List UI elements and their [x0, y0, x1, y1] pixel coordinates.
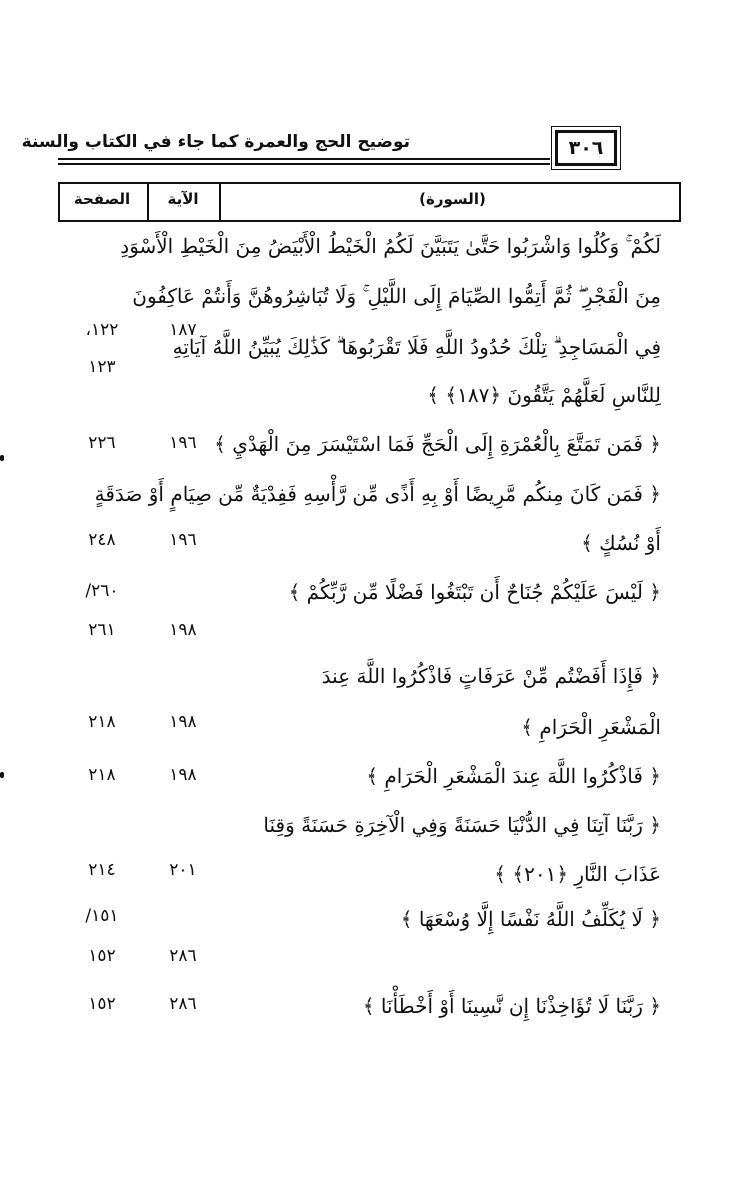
column-header-ayah: الآية: [167, 190, 199, 208]
ayah-number: ٢٠١: [169, 860, 197, 880]
page-reference: ١٥١/: [85, 906, 119, 926]
page-reference: ٢١٨: [88, 712, 116, 732]
verse-line: ﴿ فَاذْكُرُوا اللَّهَ عِندَ الْمَشْعَرِ الْحَرَامِ ﴾: [366, 764, 661, 788]
verse-line: مِنَ الْفَجْرِ ۖ ثُمَّ أَتِمُّوا الصِّيَامَ إِلَى اللَّيْلِ ۚ وَلَا تُبَاشِرُوهُنَّ وَأَنتُمْ عَاكِفُونَ: [132, 284, 661, 308]
verse-line: أَوْ نُسُكٍ ﴾: [581, 531, 661, 555]
column-header-surah: (السورة): [419, 190, 486, 208]
verse-line: لَكُمْ ۚ وَكُلُوا وَاشْرَبُوا حَتَّىٰ يَتَبَيَّنَ لَكُمُ الْخَيْطُ الْأَبْيَضُ مِنَ الْخَيْطِ الْأَسْوَدِ: [120, 234, 661, 258]
verse-line: ﴿ فَمَن تَمَتَّعَ بِالْعُمْرَةِ إِلَى الْحَجِّ فَمَا اسْتَيْسَرَ مِنَ الْهَدْيِ ﴾: [214, 432, 661, 456]
table-header-bottom-rule: [58, 220, 681, 222]
verse-line: ﴿ لَا يُكَلِّفُ اللَّهُ نَفْسًا إِلَّا وُسْعَهَا ﴾: [400, 907, 661, 931]
page-reference: ٢٤٨: [88, 530, 116, 550]
ayah-number: ١٩٦: [169, 433, 197, 453]
ayah-number: ٢٨٦: [169, 946, 197, 966]
ayah-number: ١٩٨: [169, 712, 197, 732]
page-number: ٣٠٦: [568, 137, 604, 159]
verse-line: الْمَشْعَرِ الْحَرَامِ ﴾: [521, 715, 661, 739]
scan-mark: [0, 455, 4, 461]
table-header-top-rule: [58, 182, 681, 184]
verse-line: ﴿ فَمَن كَانَ مِنكُم مَّرِيضًا أَوْ بِهِ أَذًى مِّن رَّأْسِهِ فَفِدْيَةٌ مِّن صِيَامٍ أَوْ صَدَقَةٍ: [94, 482, 661, 506]
verse-line: ﴿ فَإِذَا أَفَضْتُم مِّنْ عَرَفَاتٍ فَاذْكُرُوا اللَّهَ عِندَ: [321, 664, 661, 688]
header-rule: [58, 163, 550, 165]
page-reference: ٢١٨: [88, 765, 116, 785]
ayah-number: ١٩٨: [169, 765, 197, 785]
verse-line: ﴿ لَيْسَ عَلَيْكُمْ جُنَاحٌ أَن تَبْتَغُوا فَضْلًا مِّن رَّبِّكُمْ ﴾: [288, 580, 661, 604]
column-header-page: الصفحة: [73, 190, 131, 208]
verse-line: ﴿ رَبَّنَا آتِنَا فِي الدُّنْيَا حَسَنَةً وَفِي الْآخِرَةِ حَسَنَةً وَقِنَا: [263, 813, 661, 837]
verse-line: لِلنَّاسِ لَعَلَّهُمْ يَتَّقُونَ ﴿١٨٧﴾ ﴾: [427, 383, 661, 407]
column-divider: [147, 182, 149, 222]
page-number-box: [555, 130, 617, 166]
page-reference: ٢١٤: [88, 860, 116, 880]
book-title: توضيح الحج والعمرة كما جاء في الكتاب والسنة: [21, 132, 410, 152]
verse-line: فِي الْمَسَاجِدِ ۗ تِلْكَ حُدُودُ اللَّهِ فَلَا تَقْرَبُوهَا ۗ كَذَٰلِكَ يُبَيِّنُ اللَّهُ آيَاتِهِ: [172, 335, 661, 359]
page-reference: ١٢٣: [88, 357, 116, 377]
page-reference: ١٢٢،: [85, 320, 119, 340]
ayah-number: ٢٨٦: [169, 994, 197, 1014]
page-reference: ١٥٢: [88, 994, 116, 1014]
page-reference: ١٥٢: [88, 946, 116, 966]
page-reference: ٢٦٠/: [85, 581, 119, 601]
column-divider: [219, 182, 221, 222]
ayah-number: ١٨٧: [169, 320, 197, 340]
page-reference: ٢٦١: [88, 620, 116, 640]
ayah-number: ١٩٨: [169, 620, 197, 640]
header-rule: [58, 158, 550, 160]
ayah-number: ١٩٦: [169, 530, 197, 550]
verse-line: ﴿ رَبَّنَا لَا تُؤَاخِذْنَا إِن نَّسِينَا أَوْ أَخْطَأْنَا ﴾: [362, 994, 661, 1018]
page-reference: ٢٢٦: [88, 433, 116, 453]
verse-line: عَذَابَ النَّارِ ﴿٢٠١﴾ ﴾: [494, 862, 661, 886]
scan-mark: [0, 772, 4, 778]
